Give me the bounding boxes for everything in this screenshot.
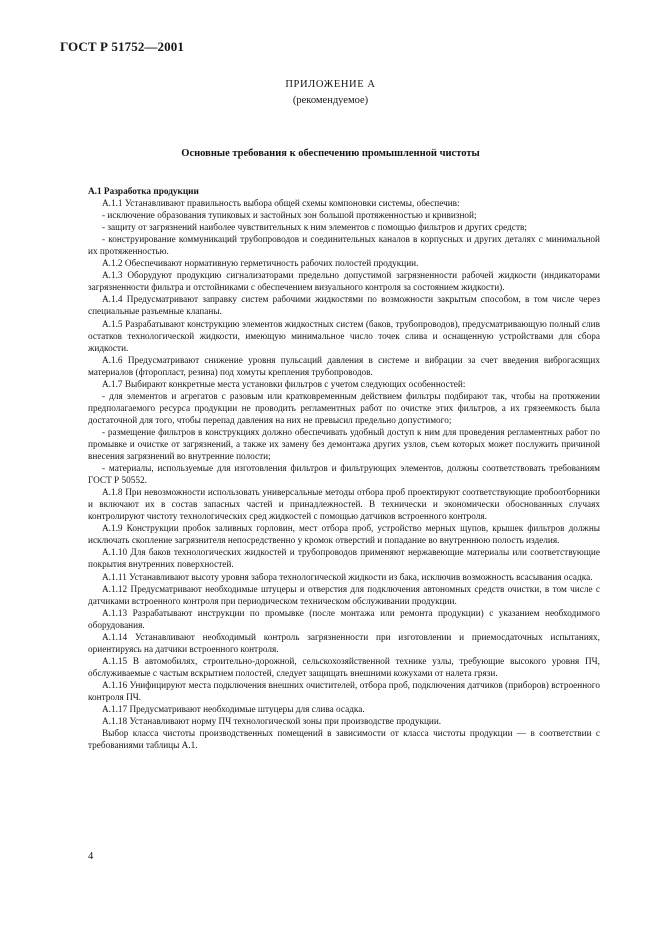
page-number: 4	[88, 851, 94, 862]
paragraph: - защиту от загрязнений наиболее чувствительных к ним элементов с помощью фильтров и других средств;	[102, 223, 527, 234]
paragraph: А.1.11 Устанавливают высоту уровня забора технологической жидкости из бака, исключив возможность всасывания осадка.	[102, 572, 593, 583]
paragraph: - материалы, используемые для изготовления фильтров и фильтрующих элементов, должны соответствовать требованиям ГОСТ Р 50552.	[88, 464, 600, 487]
body-text	[88, 186, 600, 752]
paragraph: А.1.6 Предусматривают снижение уровня пульсаций давления в системе и вибрации за счет введения виброгасящих материалов (фторопласт, резина) под хомуты крепления трубопроводов.	[88, 355, 600, 378]
paragraph: А.1.17 Предусматривают необходимые штуцеры для слива осадка.	[102, 705, 365, 716]
page-title: Основные требования к обеспечению промышленной чистоты	[181, 148, 480, 159]
paragraph: А.1.2 Обеспечивают нормативную герметичность рабочих полостей продукции.	[102, 259, 419, 270]
paragraph: А.1.8 При невозможности использовать универсальные методы отбора проб проектируют соответствующие пробоотборники и включают их в состав запасных частей и принадлежностей. В технически и экономически обоснованных случаях контролируют чистоту технологических сред жидкостей с помощью датчиков встроенного контроля.	[88, 488, 600, 523]
appendix-status: (рекомендуемое)	[292, 95, 369, 106]
paragraph: А.1.18 Устанавливают норму ПЧ технологической зоны при производстве продукции.	[102, 717, 442, 728]
paragraph: А.1.7 Выбирают конкретные места установки фильтров с учетом следующих особенностей:	[102, 379, 466, 390]
paragraph: А.1.3 Оборудуют продукцию сигнализаторами предельно допустимой загрязненности рабочей жидкости (индикаторами загрязненности фильтра и отстойниками с обеспечением визуального контроля за состоянием жидкости).	[88, 271, 600, 294]
paragraph: А.1.4 Предусматривают заправку систем рабочими жидкостями по возможности закрытым способом, в том числе через специальные разъемные клапаны.	[88, 295, 600, 318]
appendix-label: ПРИЛОЖЕНИЕ А	[285, 79, 376, 90]
paragraph: - для элементов и агрегатов с разовым или кратковременным действием фильтры подбирают так, чтобы на протяжении предполагаемого ресурса продукции не проводить регламентных работ по очистке этих фильтров, а их грязеемкость была достаточной для того, чтобы перепад давления на них не превысил предельно допустимого;	[88, 391, 600, 426]
paragraph: Выбор класса чистоты производственных помещений в зависимости от класса чистоты продукции — в соответствии с требованиями таблицы А.1.	[88, 729, 600, 752]
section-heading: А.1 Разработка продукции	[88, 187, 199, 197]
paragraph: А.1.10 Для баков технологических жидкостей и трубопроводов применяют нержавеющие материалы или соответствующие покрытия внутренних поверхностей.	[88, 548, 600, 571]
paragraph: А.1.15 В автомобилях, строительно-дорожной, сельскохозяйственной технике узлы, требующие высокого уровня ПЧ, обслуживаемые с частым вскрытием полостей, следует защищать внешними кожухами от налета грязи.	[88, 656, 600, 679]
paragraph: А.1.13 Разрабатывают инструкции по промывке (после монтажа или ремонта продукции) с указанием необходимого оборудования.	[88, 608, 600, 631]
paragraph: А.1.1 Устанавливают правильность выбора общей схемы компоновки системы, обеспечив:	[102, 199, 460, 210]
paragraph: - исключение образования тупиковых и застойных зон большой протяженностью и кривизной;	[102, 211, 477, 222]
paragraph: А.1.9 Конструкции пробок заливных горловин, мест отбора проб, устройство мерных щупов, крышек фильтров должны исключать скопление загрязнителя непосредственно у кромок отверстий и попадание во внутреннюю полость изделия.	[88, 524, 600, 547]
paragraph: - размещение фильтров в конструкциях должно обеспечивать удобный доступ к ним для проведения регламентных работ по промывке и очистке от загрязнений, а также их замену без демонтажа других узлов, съем которых может послужить причиной внесения загрязнений во внутренние полости;	[88, 427, 600, 463]
paragraph: А.1.14 Устанавливают необходимый контроль загрязненности при изготовлении и приемосдаточных испытаниях, ориентируясь на датчики встроенного контроля.	[88, 632, 600, 655]
paragraph: А.1.5 Разрабатывают конструкцию элементов жидкостных систем (баков, трубопроводов), предусматривающую полный слив остатков технологической жидкости, имеющую минимальное число точек слива и оснащенную устройствами для сбора жидкости.	[88, 319, 600, 354]
paragraph: - конструирование коммуникаций трубопроводов и соединительных каналов в корпусных и других деталях с минимальной их протяженностью.	[88, 235, 600, 258]
paragraph: А.1.16 Унифицируют места подключения внешних очистителей, отбора проб, подключения датчиков (приборов) встроенного контроля ПЧ.	[88, 680, 600, 703]
paragraph: А.1.12 Предусматривают необходимые штуцеры и отверстия для подключения автономных средств очистки, в том числе с датчиками встроенного контроля при периодическом техническом обслуживании продукции.	[88, 584, 600, 607]
document-code: ГОСТ Р 51752—2001	[60, 39, 184, 54]
